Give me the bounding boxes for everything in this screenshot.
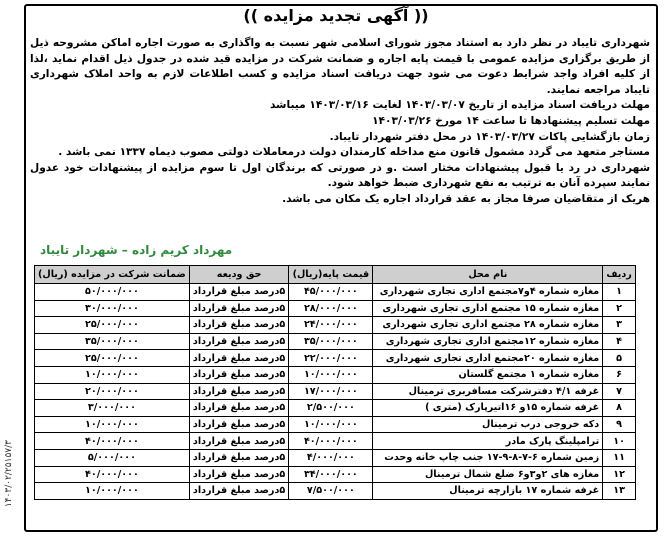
cell-deposit: ۵درصد مبلغ قرارداد [189, 466, 288, 483]
side-code: ۱۴۰۳/۰۲/۲۵۱۵۷/۳ [4, 440, 14, 508]
table-row [35, 383, 636, 400]
header-row-number: ردیف [603, 266, 636, 284]
header-place-name: نام محل [373, 266, 603, 284]
cell-place-name: مغازه شماره ۲۰مجتمع اداری تجاری شهرداری [373, 350, 603, 367]
cell-row-number: ۱ [603, 284, 636, 301]
cell-base-price: ۷/۵۰۰/۰۰۰ [289, 483, 373, 500]
cell-base-price: ۱۰/۰۰۰/۰۰۰ [289, 366, 373, 383]
cell-guarantee: ۳۰/۰۰۰/۰۰۰ [35, 300, 190, 317]
cell-place-name: غرفه شماره ۱۷ بازارچه ترمینال [373, 483, 603, 500]
cell-deposit: ۵درصد مبلغ قرارداد [189, 300, 288, 317]
cell-place-name: غرفه ۴/۱ دفترشرکت مسافربری ترمینال [373, 383, 603, 400]
cell-base-price: ۴۵/۰۰۰/۰۰۰ [289, 284, 373, 301]
cell-base-price: ۴۰/۰۰۰/۰۰۰ [289, 433, 373, 450]
cell-deposit: ۵درصد مبلغ قرارداد [189, 317, 288, 334]
cell-row-number: ۹ [603, 416, 636, 433]
cell-base-price: ۴/۰۰۰/۰۰۰ [289, 449, 373, 466]
table-row [35, 284, 636, 301]
cell-place-name: ترامپلینگ پارک مادر [373, 433, 603, 450]
cell-place-name: مغازه شماره ۱۲مجتمع اداری تجاری شهرداری [373, 333, 603, 350]
cell-place-name: مغازه شماره ۴و۷مجتمع اداری تجاری شهرداری [373, 284, 603, 301]
table-row [35, 416, 636, 433]
table-row [35, 333, 636, 350]
notice-title: (( آگهی تجدید مزایده )) [243, 6, 429, 25]
cell-guarantee: ۴۰/۰۰۰/۰۰۰ [35, 466, 190, 483]
cell-base-price: ۱۰/۰۰۰/۰۰۰ [289, 416, 373, 433]
cell-row-number: ۶ [603, 366, 636, 383]
notice-body [30, 36, 650, 208]
paragraph-rejection-right: شهرداری در رد یا قبول پیشنهادات مختار است .و در صورتی که برندگان اول تا سوم مزایده از پیشنهادات خود عدول نمایند سپرده آنان به ترتیب به نفع شهرداری ضبط خواهد شود. [30, 161, 650, 190]
paragraph-submission-deadline: مهلت تسلیم پیشنهادها تا ساعت ۱۴ مورخ ۱۴۰۳/۰۳/۲۶ [372, 114, 650, 127]
cell-deposit: ۵درصد مبلغ قرارداد [189, 366, 288, 383]
mayor-signature: مهرداد کریم زاده – شهردار تایباد [40, 243, 233, 257]
cell-row-number: ۷ [603, 383, 636, 400]
cell-guarantee: ۳/۰۰۰/۰۰۰ [35, 400, 190, 417]
header-base-price: قیمت پایه(ریال) [289, 266, 373, 284]
table-row [35, 350, 636, 367]
cell-row-number: ۸ [603, 400, 636, 417]
cell-base-price: ۲۸/۰۰۰/۰۰۰ [289, 300, 373, 317]
cell-place-name: مغازه شماره ۱۵ مجتمع اداری تجاری شهرداری [373, 300, 603, 317]
table-row [35, 400, 636, 417]
cell-deposit: ۵درصد مبلغ قرارداد [189, 350, 288, 367]
auction-table [34, 265, 636, 500]
cell-place-name: مغازه های ۲و۳و۶ ضلع شمال ترمینال [373, 466, 603, 483]
cell-row-number: ۲ [603, 300, 636, 317]
cell-base-price: ۲۲/۰۰۰/۰۰۰ [289, 350, 373, 367]
cell-guarantee: ۳۵/۰۰۰/۰۰۰ [35, 333, 190, 350]
cell-base-price: ۳۴/۰۰۰/۰۰۰ [289, 466, 373, 483]
cell-place-name: مغازه شماره ۱ مجتمع گلستان [373, 366, 603, 383]
cell-guarantee: ۱۰/۰۰۰/۰۰۰ [35, 483, 190, 500]
cell-row-number: ۱۲ [603, 466, 636, 483]
header-deposit: حق ودیعه [189, 266, 288, 284]
paragraph-docs-deadline: مهلت دریافت اسناد مزایده از تاریخ ۱۴۰۳/۰۳/۰۷ لغایت ۱۴۰۳/۰۳/۱۶ میباشد [269, 99, 650, 112]
cell-guarantee: ۲۰/۰۰۰/۰۰۰ [35, 383, 190, 400]
table-row [35, 366, 636, 383]
paragraph-tenant-commitment: مستاجر متعهد می گردد مشمول قانون منع مداخله کارمندان دولت درمعاملات دولتی مصوب دیماه ۱۳۳۷ نمی باشد . [58, 146, 650, 159]
cell-guarantee: ۵۰/۰۰۰/۰۰۰ [35, 284, 190, 301]
table-row [35, 449, 636, 466]
cell-guarantee: ۱۰/۰۰۰/۰۰۰ [35, 366, 190, 383]
cell-guarantee: ۴۰/۰۰۰/۰۰۰ [35, 433, 190, 450]
cell-guarantee: ۵/۰۰۰/۰۰۰ [35, 449, 190, 466]
cell-row-number: ۱۰ [603, 433, 636, 450]
table-row [35, 466, 636, 483]
cell-deposit: ۵درصد مبلغ قرارداد [189, 284, 288, 301]
cell-deposit: ۵درصد مبلغ قرارداد [189, 383, 288, 400]
table-row [35, 433, 636, 450]
cell-deposit: ۵درصد مبلغ قرارداد [189, 416, 288, 433]
cell-place-name: دکه خروجی درب ترمینال [373, 416, 603, 433]
paragraph-intro: شهرداری تایباد در نظر دارد به استناد مجوز شورای اسلامی شهر نسبت به واگذاری به صورت اجاره اماکن مشروحه ذیل از طریق برگزاری مزایده عمومی با قیمت پایه اجاره و ضمانت شرکت در مزایده قید شده در جدول ذیل اقدام نماید ،لذا از کلیه افراد واجد شرایط دعوت می شود جهت دریافت اسناد مزایده و کسب اطلاعات لازم به واحد املاک شهرداری تایباد مراجعه نمایند. [30, 37, 650, 96]
cell-guarantee: ۲۵/۰۰۰/۰۰۰ [35, 350, 190, 367]
cell-guarantee: ۱۰/۰۰۰/۰۰۰ [35, 416, 190, 433]
cell-deposit: ۵درصد مبلغ قرارداد [189, 333, 288, 350]
cell-base-price: ۳۵/۰۰۰/۰۰۰ [289, 333, 373, 350]
table-row [35, 317, 636, 334]
cell-row-number: ۴ [603, 333, 636, 350]
cell-place-name: مغازه شماره ۲۸ مجتمع اداری تجاری شهرداری [373, 317, 603, 334]
title-wrap [0, 6, 672, 25]
table-row [35, 483, 636, 500]
cell-row-number: ۱۱ [603, 449, 636, 466]
cell-guarantee: ۲۵/۰۰۰/۰۰۰ [35, 317, 190, 334]
cell-base-price: ۲۴/۰۰۰/۰۰۰ [289, 317, 373, 334]
cell-row-number: ۱۳ [603, 483, 636, 500]
cell-place-name: زمین شماره ۶-۷-۸-۹-۱۷ جنب چاپ خانه وحدت [373, 449, 603, 466]
cell-row-number: ۵ [603, 350, 636, 367]
table-header-row [35, 266, 636, 284]
header-guarantee: ضمانت شرکت در مزایده (ریال) [35, 266, 190, 284]
cell-deposit: ۵درصد مبلغ قرارداد [189, 400, 288, 417]
cell-place-name: غرفه شماره ۱۵و ۱۶اتیرپارک (متری ) [373, 400, 603, 417]
cell-deposit: ۵درصد مبلغ قرارداد [189, 483, 288, 500]
paragraph-opening-time: زمان بازگشایی پاکات ۱۴۰۳/۰۳/۲۷ در محل دفتر شهردار تایباد. [329, 130, 650, 143]
paragraph-one-place-rule: هریک از متقاضیان صرفا مجاز به عقد قرارداد اجاره یک مکان می باشد. [282, 192, 650, 205]
cell-deposit: ۵درصد مبلغ قرارداد [189, 449, 288, 466]
cell-deposit: ۵درصد مبلغ قرارداد [189, 433, 288, 450]
cell-row-number: ۳ [603, 317, 636, 334]
table-row [35, 300, 636, 317]
cell-base-price: ۱۷/۰۰۰/۰۰۰ [289, 383, 373, 400]
cell-base-price: ۲/۵۰۰/۰۰۰ [289, 400, 373, 417]
